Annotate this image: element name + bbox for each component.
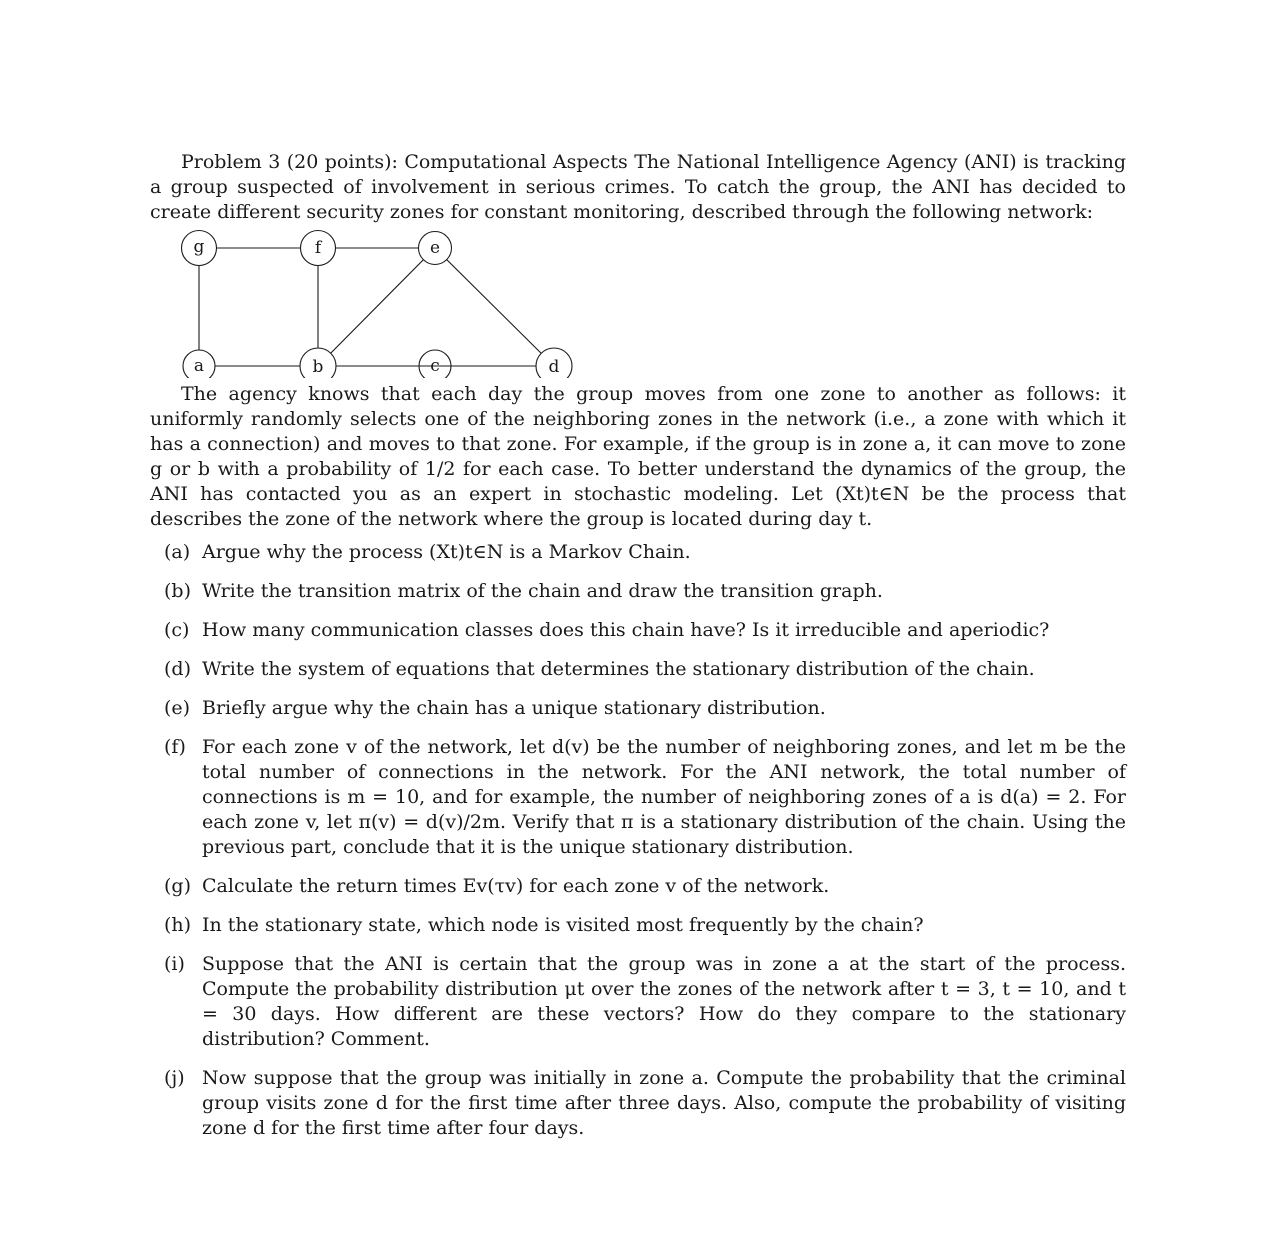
node-g-label: g [193, 237, 205, 257]
question-text: Argue why the process (Xt)t∈N is a Markov Chain. [202, 541, 691, 563]
question-i [150, 952, 1126, 1052]
node-a-label: a [193, 356, 205, 376]
question-label: (f) [164, 736, 186, 758]
question-text: For each zone v of the network, let d(v) be the number of neighboring zones, and let m be the total number of connections in the network. For the ANI network, the total number of connections is m = 10, and for example, the number of neighboring zones of a is d(a) = 2. For each zone v, let π(v) = d(v)/2m. Verify that π is a stationary distribution of the chain. Using the previous part, conclude that it is the unique stationary distribution. [202, 736, 1126, 858]
question-list [150, 540, 1126, 1141]
question-text: Write the transition matrix of the chain and draw the transition graph. [202, 580, 883, 602]
question-h [150, 913, 1126, 938]
question-text: Briefly argue why the chain has a unique stationary distribution. [202, 697, 826, 719]
problem-page [150, 150, 1126, 1155]
node-b-label: b [312, 357, 324, 377]
node-c-label: c [430, 356, 440, 376]
question-b [150, 579, 1126, 604]
question-e [150, 696, 1126, 721]
node-e-label: e [429, 238, 441, 258]
question-label: (g) [164, 875, 191, 897]
question-text: Write the system of equations that determines the stationary distribution of the chain. [202, 658, 1035, 680]
question-label: (j) [164, 1067, 185, 1089]
question-c [150, 618, 1126, 643]
question-text: In the stationary state, which node is visited most frequently by the chain? [202, 914, 924, 936]
question-f [150, 735, 1126, 860]
question-d [150, 657, 1126, 682]
question-j [150, 1066, 1126, 1141]
question-label: (a) [164, 541, 191, 563]
edge-e-b [318, 248, 435, 366]
question-label: (e) [164, 697, 191, 719]
question-g [150, 874, 1126, 899]
edge-e-d [435, 248, 554, 366]
question-label: (b) [164, 580, 191, 602]
question-label: (d) [164, 658, 191, 680]
problem-dynamics: The agency knows that each day the group moves from one zone to another as follows: it uniformly randomly selects one of the neighboring zones in the network (i.e., a zone with which it has a connection) and moves to that zone. For example, if the group is in zone a, it can move to zone g or b with a probability of 1/2 for each case. To better understand the dynamics of the group, the ANI has contacted you as an expert in stochastic modeling. Let (Xt)t∈N be the process that describes the zone of the network where the group is located during day t. [150, 383, 1126, 530]
question-label: (c) [164, 619, 190, 641]
question-label: (h) [164, 914, 192, 936]
question-text: Calculate the return times Ev(τv) for each zone v of the network. [202, 875, 830, 897]
node-f-label: f [314, 238, 322, 258]
problem-intro: Problem 3 (20 points): Computational Aspects The National Intelligence Agency (ANI) is tracking a group suspected of involvement in serious crimes. To catch the group, the ANI has decided to create different security zones for constant monitoring, described through the following network: [150, 151, 1126, 223]
question-a [150, 540, 1126, 565]
zone-network-graph [150, 228, 590, 378]
question-text: Now suppose that the group was initially in zone a. Compute the probability that the criminal group visits zone d for the first time after three days. Also, compute the probability of visiting zone d for the first time after four days. [202, 1067, 1126, 1139]
question-text: Suppose that the ANI is certain that the group was in zone a at the start of the process. Compute the probability distribution μt over the zones of the network after t = 3, t = 10, and t = 30 days. How different are these vectors? How do they compare to the stationary distribution? Comment. [202, 953, 1126, 1050]
node-d-label: d [548, 357, 560, 377]
question-text: How many communication classes does this chain have? Is it irreducible and aperiodic? [202, 619, 1050, 641]
question-label: (i) [164, 953, 185, 975]
